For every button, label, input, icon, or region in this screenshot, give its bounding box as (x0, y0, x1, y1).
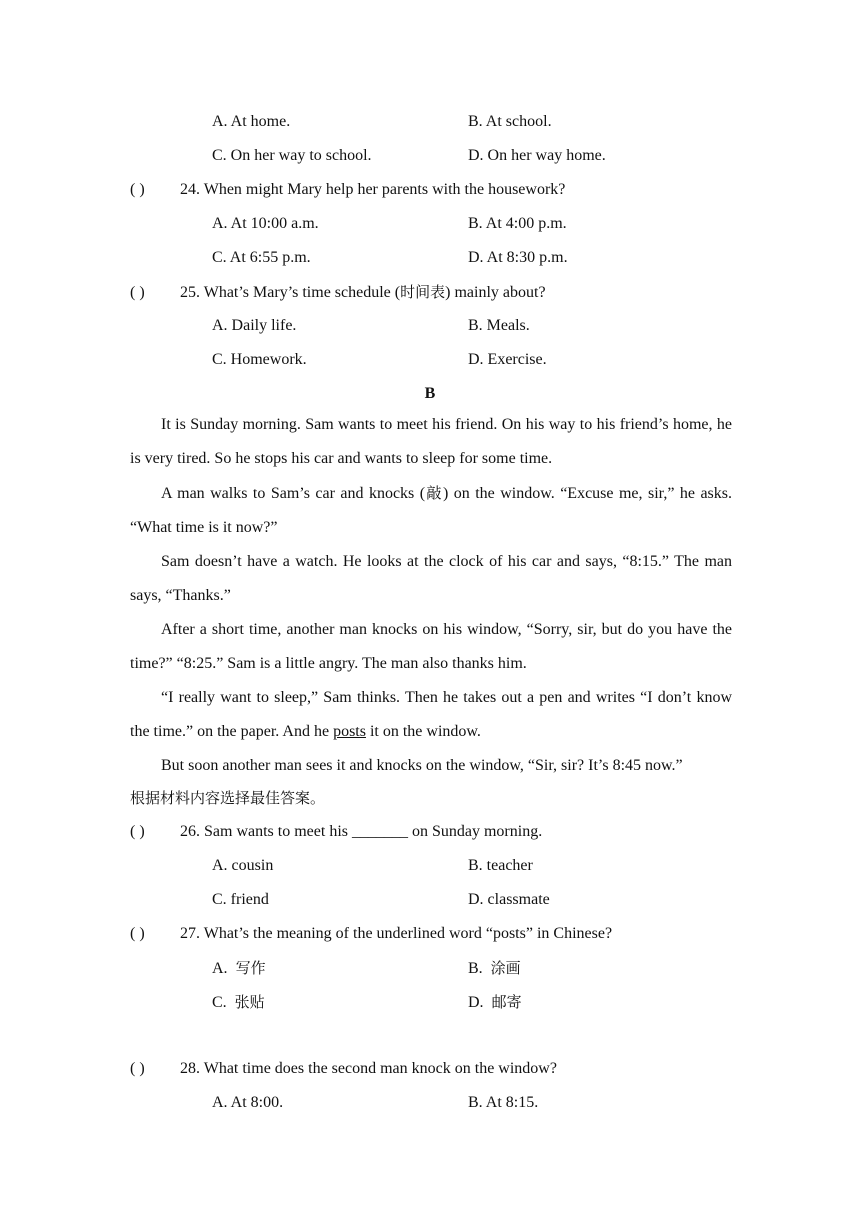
option-letter: C. (212, 994, 227, 1011)
p2-text-cn: 敲 (425, 484, 443, 502)
p2-text-pre: A man walks to Sam’s car and knocks ( (161, 485, 426, 502)
reading-passage (130, 408, 732, 783)
instruction-text: 根据材料内容选择最佳答案。 (130, 789, 326, 807)
question-text-cn: 时间表 (400, 283, 446, 301)
q23-option-b[interactable]: B. At school. (468, 113, 552, 130)
q26-option-d[interactable]: D. classmate (468, 891, 550, 908)
answer-blank[interactable]: ( ) (130, 284, 145, 301)
question-text-post: ) mainly about? (445, 284, 546, 301)
question-text-pre: 25. What’s Mary’s time schedule ( (180, 284, 401, 301)
q24-option-d[interactable]: D. At 8:30 p.m. (468, 249, 568, 266)
question-25 (130, 282, 546, 303)
q24-option-c[interactable]: C. At 6:55 p.m. (212, 249, 311, 266)
q26-option-c[interactable]: C. friend (212, 891, 269, 908)
passage-paragraph-5 (130, 681, 732, 749)
answer-blank[interactable]: ( ) (130, 823, 145, 840)
q26-options-row-2 (212, 890, 732, 912)
answer-blank[interactable]: ( ) (130, 925, 145, 942)
option-letter: D. (468, 994, 484, 1011)
option-letter: A. (212, 960, 228, 977)
q24-options-row-1 (212, 214, 732, 236)
q24-option-b[interactable]: B. At 4:00 p.m. (468, 215, 567, 232)
option-letter: B. (468, 960, 483, 977)
section-heading: B (424, 385, 436, 402)
q25-options-row-2 (212, 350, 732, 372)
q23-option-d[interactable]: D. On her way home. (468, 147, 606, 164)
question-text: 28. What time does the second man knock on the window? (180, 1060, 557, 1077)
q28-option-b[interactable]: B. At 8:15. (468, 1094, 539, 1111)
q23-options-row-2 (212, 146, 732, 168)
q23-option-a[interactable]: A. At home. (212, 113, 291, 130)
q27-option-a[interactable] (212, 958, 266, 979)
question-27 (130, 924, 612, 944)
q25-option-a[interactable]: A. Daily life. (212, 317, 297, 334)
passage-paragraph-2 (130, 476, 732, 545)
q25-options-row-1 (212, 316, 732, 338)
underlined-word-posts: posts (333, 723, 366, 740)
q26-option-b[interactable]: B. teacher (468, 857, 533, 874)
option-text: 涂画 (490, 959, 521, 977)
p5-text-post: it on the window. (365, 723, 481, 740)
passage-paragraph-3: Sam doesn’t have a watch. He looks at the clock of his car and says, “8:15.” The man says, “Thanks.” (130, 553, 732, 604)
q26-option-a[interactable]: A. cousin (212, 857, 274, 874)
q27-option-c[interactable] (212, 992, 265, 1013)
q28-options-row-1 (212, 1093, 732, 1115)
q27-options-row-1 (212, 958, 732, 980)
p2-text-post: ) on the window. “Excuse me, sir,” he asks. “What time is it now?” (130, 485, 732, 536)
question-text: 26. Sam wants to meet his _______ on Sunday morning. (180, 823, 543, 840)
question-26 (130, 822, 542, 842)
option-text: 邮寄 (491, 993, 522, 1011)
q25-option-c[interactable]: C. Homework. (212, 351, 307, 368)
q28-option-a[interactable]: A. At 8:00. (212, 1094, 284, 1111)
q27-option-d[interactable] (468, 992, 522, 1013)
q23-options-row-1 (212, 112, 732, 134)
q27-options-row-2 (212, 992, 732, 1014)
answer-blank[interactable]: ( ) (130, 181, 145, 198)
q25-option-d[interactable]: D. Exercise. (468, 351, 547, 368)
option-text: 张贴 (234, 993, 265, 1011)
question-text: 27. What’s the meaning of the underlined word “posts” in Chinese? (180, 925, 613, 942)
option-text: 写作 (235, 959, 266, 977)
p5-text-pre: “I really want to sleep,” Sam thinks. Then he takes out a pen and writes “I don’t know the time.” on the paper. And he (130, 689, 732, 740)
passage-paragraph-6: But soon another man sees it and knocks on the window, “Sir, sir? It’s 8:45 now.” (161, 757, 683, 774)
passage-paragraph-4: After a short time, another man knocks on his window, “Sorry, sir, but do you have the time?” “8:25.” Sam is a little angry. The man also thanks him. (130, 621, 732, 672)
passage-paragraph-1: It is Sunday morning. Sam wants to meet his friend. On his way to his friend’s home, he is very tired. So he stops his car and wants to sleep for some time. (130, 416, 732, 467)
q24-options-row-2 (212, 248, 732, 270)
question-28 (130, 1059, 557, 1079)
q24-option-a[interactable]: A. At 10:00 a.m. (212, 215, 319, 232)
q27-option-b[interactable] (468, 958, 521, 979)
answer-blank[interactable]: ( ) (130, 1060, 145, 1077)
q23-option-c[interactable]: C. On her way to school. (212, 147, 372, 164)
q26-options-row-1 (212, 856, 732, 878)
q25-option-b[interactable]: B. Meals. (468, 317, 530, 334)
question-24 (130, 180, 565, 200)
question-text: 24. When might Mary help her parents with the housework? (180, 181, 566, 198)
